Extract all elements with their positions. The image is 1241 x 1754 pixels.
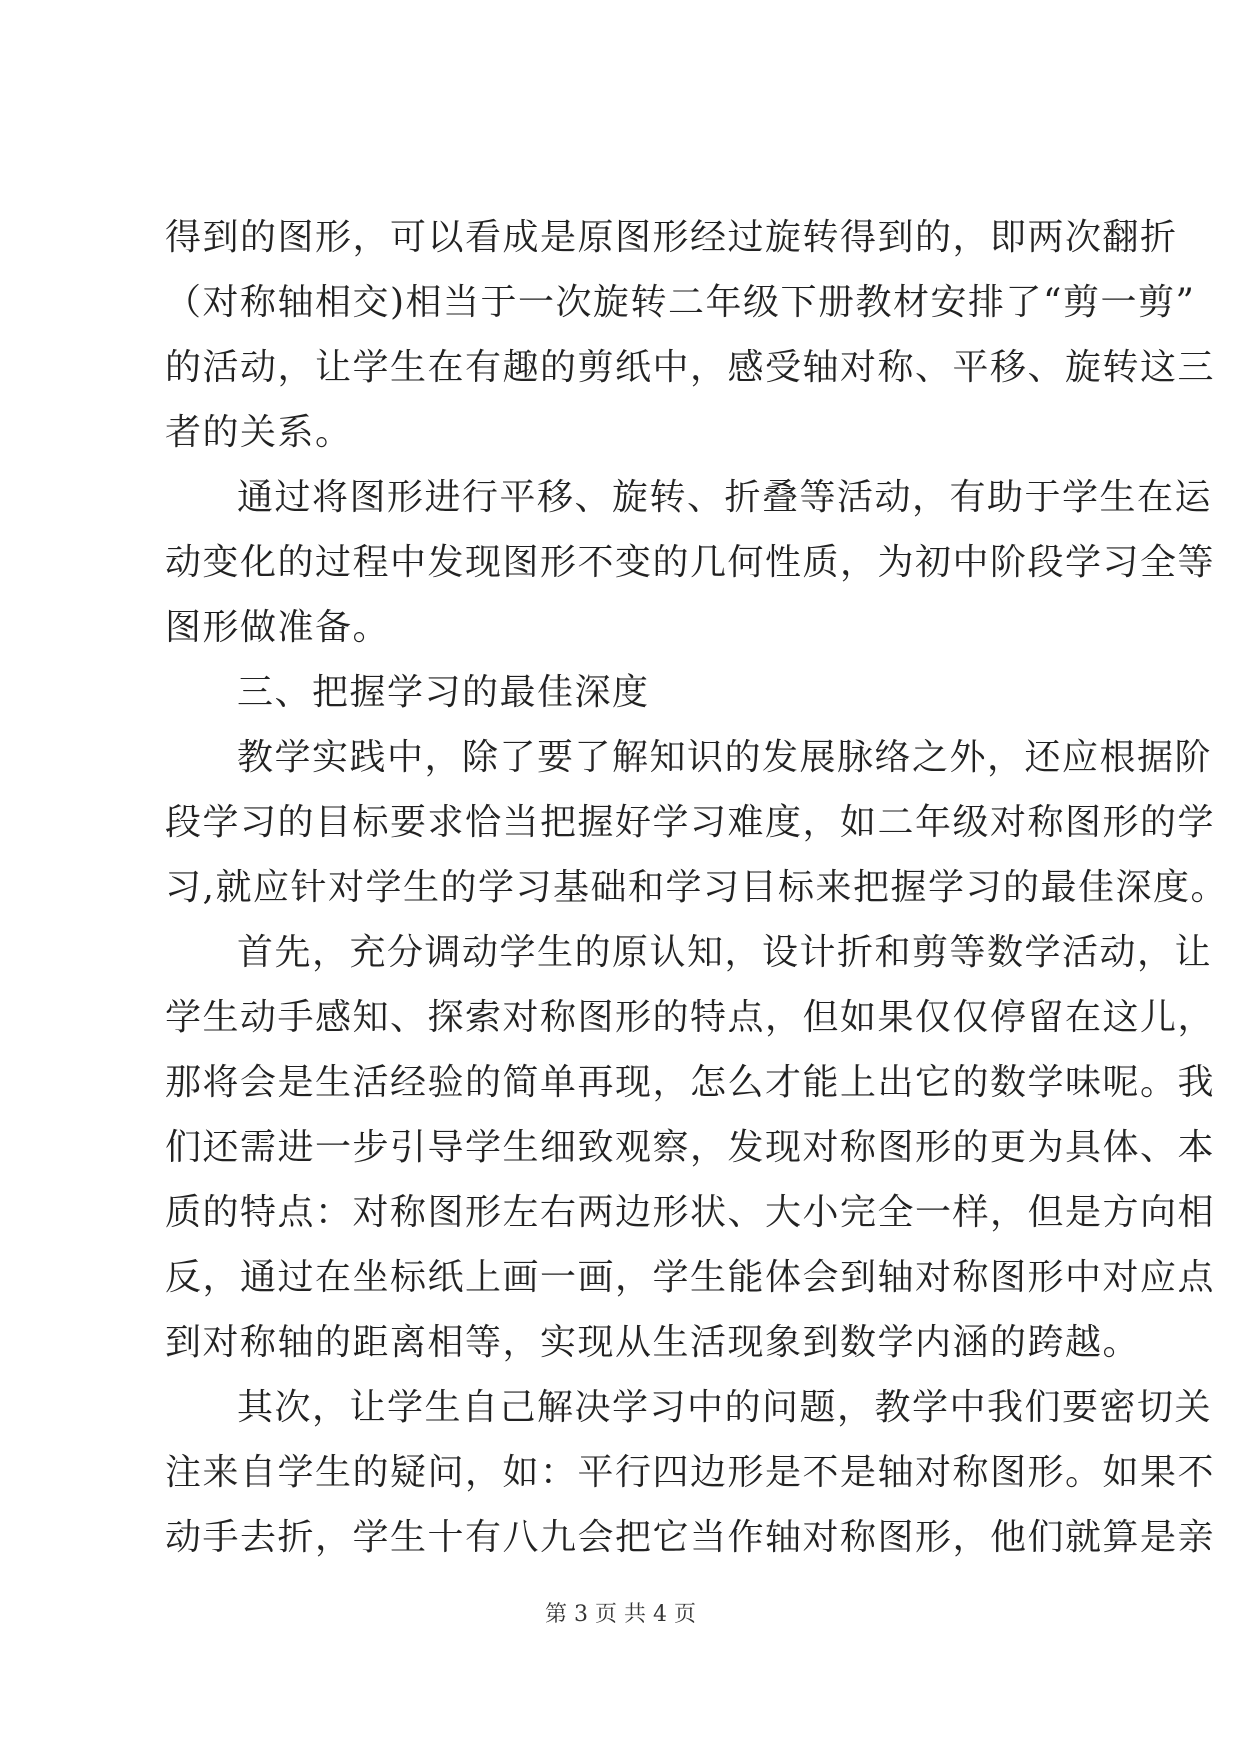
text-line: 图形做准备。 [165,607,391,648]
text-line: 反，通过在坐标纸上画一画，学生能体会到轴对称图形中对应点 [165,1257,1216,1298]
text-line: 动变化的过程中发现图形不变的几何性质，为初中阶段学习全等 [165,542,1216,583]
text-line: 们还需进一步引导学生细致观察，发现对称图形的更为具体、本 [165,1127,1216,1168]
text-line: 习,就应针对学生的学习基础和学习目标来把握学习的最佳深度。 [165,867,1228,908]
text-line: （对称轴相交)相当于一次旋转二年级下册教材安排了“剪一剪” [165,282,1196,323]
text-line: 者的关系。 [165,412,353,453]
text-line: 学生动手感知、探索对称图形的特点，但如果仅仅停留在这儿， [165,997,1216,1038]
text-line: 那将会是生活经验的简单再现，怎么才能上出它的数学味呢。我 [165,1062,1216,1103]
text-line: 到对称轴的距离相等，实现从生活现象到数学内涵的跨越。 [165,1322,1141,1363]
text-line: 首先，充分调动学生的原认知，设计折和剪等数学活动，让 [237,932,1213,973]
page-number-footer: 第 3 页 共 4 页 [545,1602,696,1627]
document-body [165,205,1228,1570]
text-line: 质的特点：对称图形左右两边形状、大小完全一样，但是方向相 [165,1192,1216,1233]
text-line: 段学习的目标要求恰当把握好学习难度，如二年级对称图形的学 [165,802,1216,843]
text-line: 其次，让学生自己解决学习中的问题，教学中我们要密切关 [237,1387,1213,1428]
section-heading: 三、把握学习的最佳深度 [237,672,650,713]
text-line: 动手去折，学生十有八九会把它当作轴对称图形，他们就算是亲 [165,1517,1216,1558]
text-line: 注来自学生的疑问，如：平行四边形是不是轴对称图形。如果不 [165,1452,1216,1493]
text-line: 的活动，让学生在有趣的剪纸中，感受轴对称、平移、旋转这三 [165,347,1216,388]
text-line: 通过将图形进行平移、旋转、折叠等活动，有助于学生在运 [237,477,1213,518]
text-line: 教学实践中，除了要了解知识的发展脉络之外，还应根据阶 [237,737,1213,778]
text-line: 得到的图形，可以看成是原图形经过旋转得到的，即两次翻折 [165,217,1178,258]
